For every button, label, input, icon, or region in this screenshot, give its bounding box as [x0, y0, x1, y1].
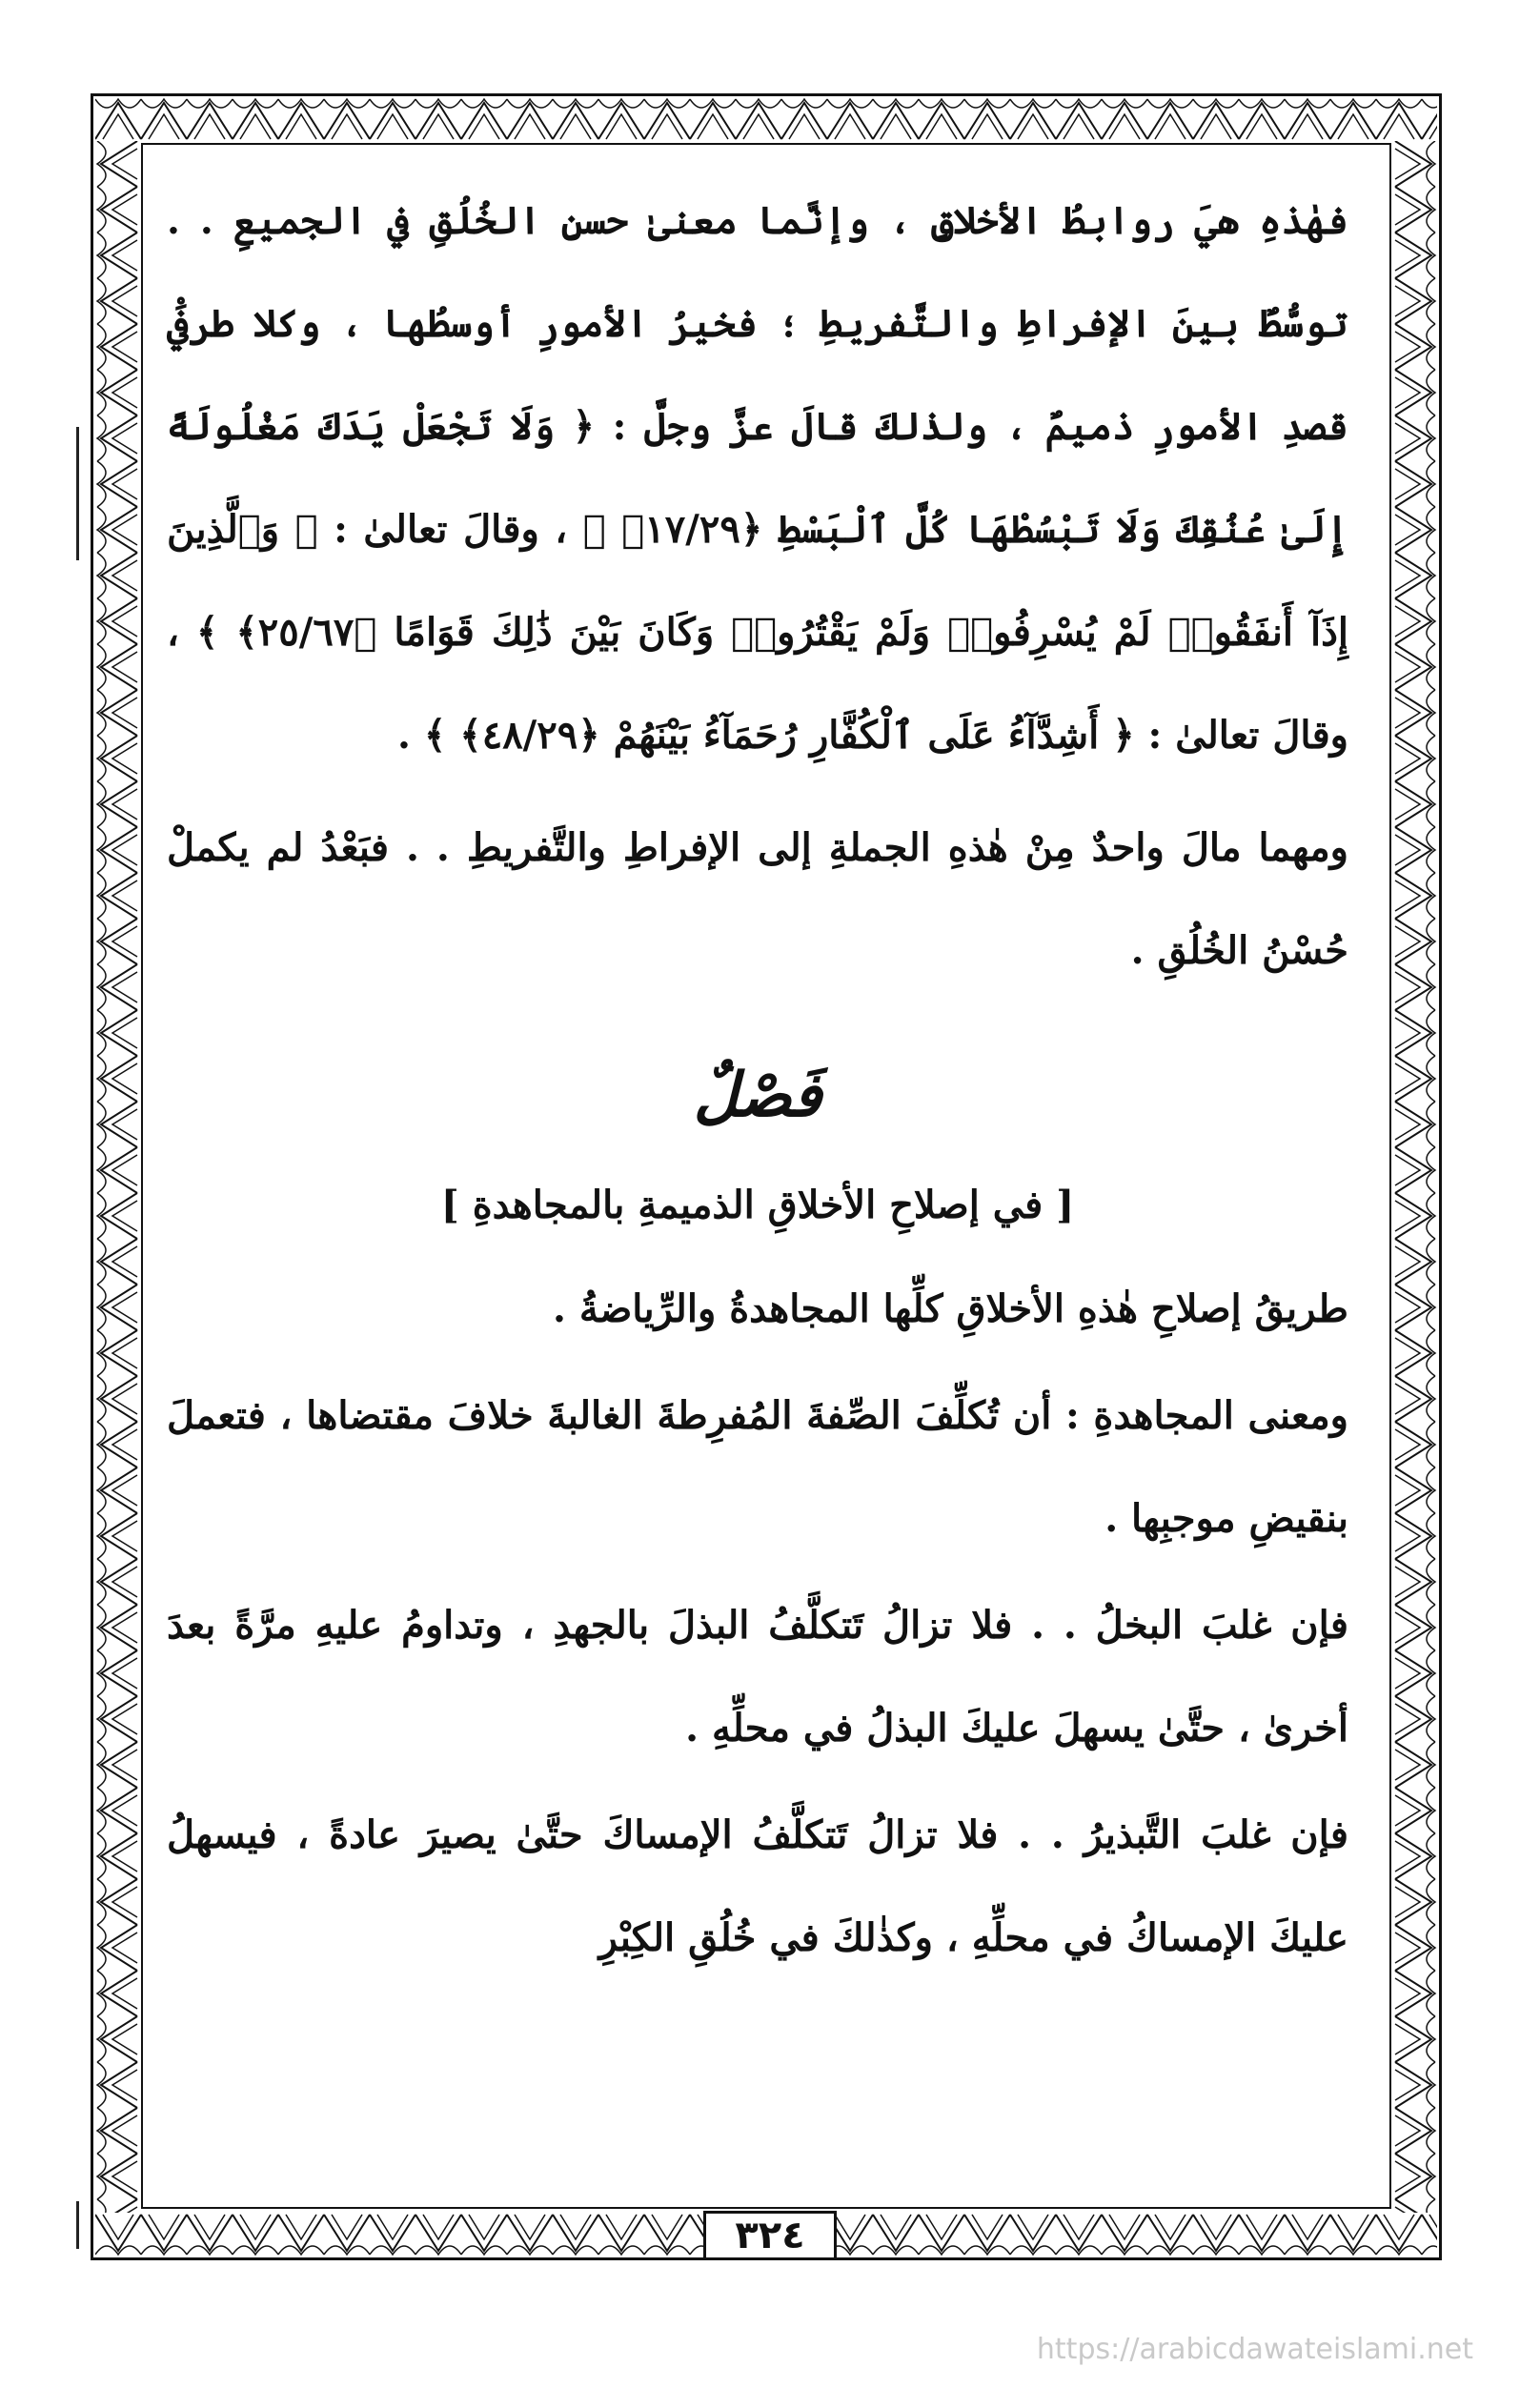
paragraph-balance: ومهما مالَ واحدٌ مِنْ هٰذهِ الجملةِ إلى الإفراطِ والتَّفريطِ . . فبَعْدُ لم يكملْ حُسْنُ الخُلُقِ . — [167, 825, 1348, 973]
section-heading: فَصْلٌ — [693, 1060, 822, 1131]
paragraph-method: طريقُ إصلاحِ هٰذهِ الأخلاقِ كلِّها المجاهدةُ والرِّياضةُ . — [553, 1286, 1348, 1331]
section-subtitle: [ في إصلاحِ الأخلاقِ الذميمةِ بالمجاهدةِ ] — [440, 1183, 1075, 1227]
ornament-border-left — [95, 141, 139, 2213]
paragraph-extravagance: فإن غلبَ التَّبذيرُ . . فلا تزالُ تَتكلَّفُ الإمساكَ حتَّىٰ يصيرَ عادةً ، فيسهلُ عليكَ الإمساكُ في محلِّهِ ، وكذٰلكَ في خُلُقِ الكِبْرِ — [167, 1812, 1348, 1960]
page-content — [167, 170, 1348, 1990]
ornament-border-top — [95, 97, 1437, 141]
paragraph-definition: ومعنى المجاهدةِ : أن تُكلِّفَ الصِّفةَ المُفرِطةَ الغالبةَ خلافَ مقتضاها ، فتعملَ بنقيضِ موجبِها . — [167, 1393, 1348, 1541]
scan-mark-bottom — [76, 2201, 79, 2249]
scan-mark-top — [76, 427, 79, 560]
paragraph-intro: فهٰذهِ هيَ روابطُ الأخلاقِ ، وإنَّما معنىٰ حسنِ الخُلُقِ في الجميعِ . . توسُّطٌ بينَ الإفراطِ والتَّفريطِ ؛ فخيرُ الأمورِ أوسطُها ، وكلا طرفَيْ قصدِ الأمورِ ذميمٌ ، ولذٰلكَ قالَ عزَّ وجلَّ : ﴿ وَلَا تَجْعَلْ يَدَكَ مَغْلُولَةً إِلَىٰ عُنُقِكَ وَلَا تَبْسُطْهَا كُلَّ ٱلْبَسْطِ ﴿١٧/٢٩﴾ ﴾ ، وقالَ تعالىٰ : ﴿ وَٱلَّذِينَ إِذَآ أَنفَقُوا۟ لَمْ يُسْرِفُوا۟ وَلَمْ يَقْتُرُوا۟ وَكَانَ بَيْنَ ذَٰلِكَ قَوَامًا ﴿٢٥/٦٧﴾ ﴾ ، وقالَ تعالىٰ : ﴿ أَشِدَّآءُ عَلَى ٱلْكُفَّارِ رُحَمَآءُ بَيْنَهُمْ ﴿٤٨/٢٩﴾ ﴾ . — [167, 198, 1349, 758]
page-number-box — [703, 2211, 837, 2260]
paragraph-stinginess: فإن غلبَ البخلُ . . فلا تزالُ تَتكلَّفُ البذلَ بالجهدِ ، وتداومُ عليهِ مرَّةً بعدَ أخرىٰ ، حتَّىٰ يسهلَ عليكَ البذلُ في محلِّهِ . — [167, 1603, 1348, 1751]
ornament-border-right — [1393, 141, 1437, 2213]
page-number: ٣٢٤ — [735, 2214, 805, 2257]
watermark: https://arabicdawateislami.net — [1036, 2333, 1473, 2366]
